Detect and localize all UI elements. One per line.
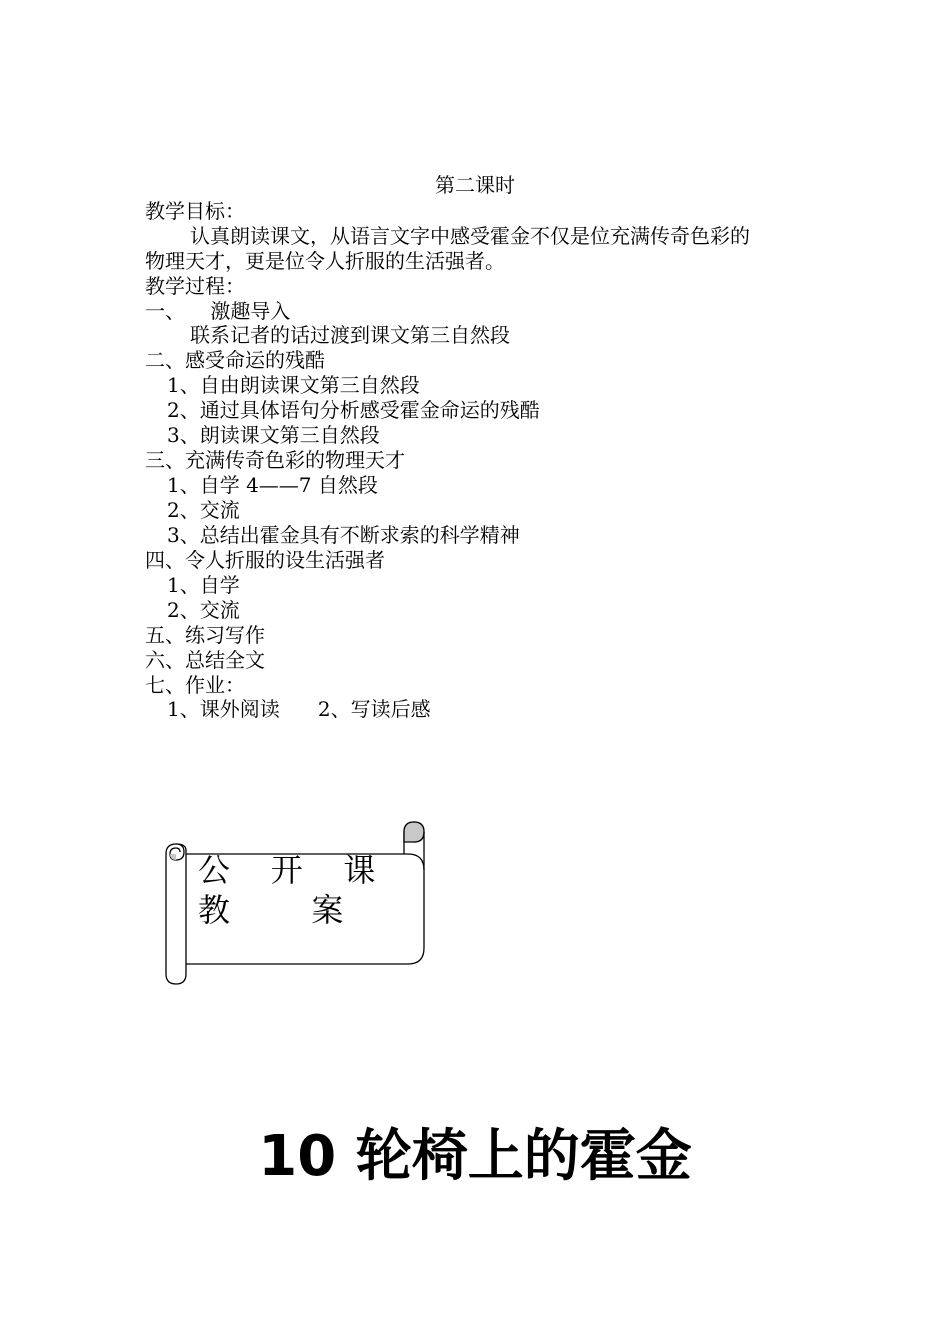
section-4-item-1: 1、自学 [167, 573, 240, 597]
lesson-heading: 第二课时 [435, 173, 515, 197]
section-4-title: 四、令人折服的设生活强者 [145, 548, 385, 572]
section-7-item: 1、课外阅读 2、写读后感 [167, 697, 431, 721]
objective-text-line1: 认真朗读课文，从语言文字中感受霍金不仅是位充满传奇色彩的 [190, 224, 750, 248]
objective-label: 教学目标： [145, 199, 245, 223]
scroll-banner [160, 818, 432, 990]
section-2-item-3: 3、朗读课文第三自然段 [167, 423, 380, 447]
banner-line-1: 公 开 课 [198, 851, 376, 889]
process-label: 教学过程： [145, 274, 245, 298]
section-3-title: 三、充满传奇色彩的物理天才 [145, 448, 405, 472]
section-1-title: 一、 激趣导入 [145, 299, 291, 323]
section-1-text: 联系记者的话过渡到课文第三自然段 [190, 323, 510, 347]
objective-text-line2: 物理天才，更是位令人折服的生活强者。 [145, 249, 505, 273]
section-3-item-2: 2、交流 [167, 498, 240, 522]
cover-title: 10 轮椅上的霍金 [258, 1124, 692, 1189]
section-5-title: 五、练习写作 [145, 623, 265, 647]
banner-line-2: 教 案 [198, 891, 344, 929]
section-4-item-2: 2、交流 [167, 598, 240, 622]
section-3-item-3: 3、总结出霍金具有不断求索的科学精神 [167, 523, 520, 547]
section-2-title: 二、感受命运的残酷 [145, 348, 325, 372]
section-2-item-1: 1、自由朗读课文第三自然段 [167, 373, 420, 397]
section-2-item-2: 2、通过具体语句分析感受霍金命运的残酷 [167, 398, 540, 422]
section-3-item-1: 1、自学 4——7 自然段 [167, 473, 378, 497]
section-6-title: 六、总结全文 [145, 648, 265, 672]
section-7-title: 七、作业： [145, 673, 245, 697]
